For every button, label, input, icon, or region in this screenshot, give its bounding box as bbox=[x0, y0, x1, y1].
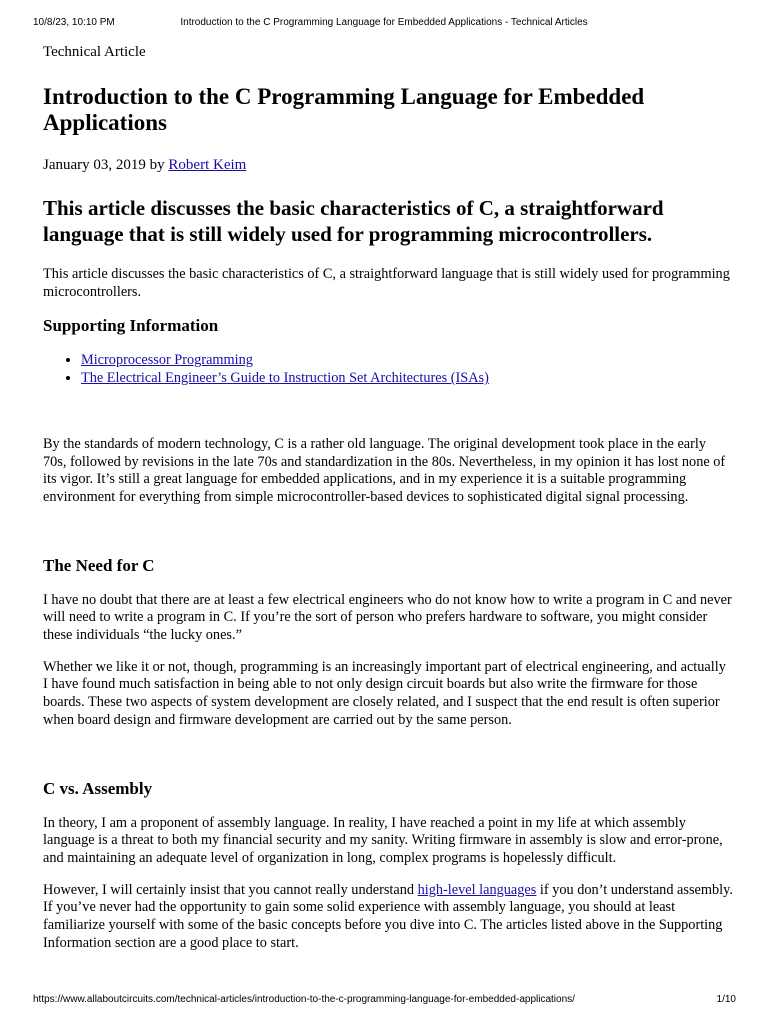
author-link[interactable]: Robert Keim bbox=[168, 157, 247, 173]
list-item bbox=[81, 352, 733, 370]
intro-paragraph: By the standards of modern technology, C is a rather old language. The original development took place in the early 70s, followed by revisions in the late 70s and standardization in the 80s. Nevertheless, in my opinion it has lost none of its vigor. It’s still a great language for embedded applications, and in my experience it is a suitable programming environment for everything from simple microcontroller-based devices to sophisticated digital signal processing. bbox=[43, 435, 726, 505]
print-page-title: Introduction to the C Programming Language for Embedded Applications - Technical Articles bbox=[180, 17, 588, 28]
page-number: 1/10 bbox=[716, 994, 736, 1005]
print-footer bbox=[0, 994, 768, 1012]
link-microprocessor-programming[interactable]: Microprocessor Programming bbox=[81, 352, 253, 369]
need-paragraph-2: Whether we like it or not, though, programming is an increasingly important part of electrical engineering, and actually I have found much satisfaction in being able to not only design circuit boards but also write the firmware for those boards. These two aspects of system development are closely related, and I suspect that the end result is often superior when board design and firmware development are carried out by the same person. bbox=[43, 658, 726, 728]
article-title: Introduction to the C Programming Language for Embedded Applications bbox=[43, 84, 645, 135]
assembly-text-before: However, I will certainly insist that you cannot really understand bbox=[43, 881, 418, 898]
assembly-paragraph-2 bbox=[43, 882, 733, 953]
article-subtitle: This article discusses the basic characteristics of C, a straightforward language that is still widely used for programming microcontrollers. bbox=[43, 196, 664, 246]
need-for-c-heading: The Need for C bbox=[43, 555, 155, 575]
article-body bbox=[43, 43, 733, 966]
assembly-text-after: if you don’t understand assembly. If you’ve never had the opportunity to gain some solid experience with assembly language, you should at least familiarize yourself with some of the basic concepts before you dive into C. The articles listed above in the Supporting Information section are a good place to start. bbox=[43, 881, 733, 951]
assembly-paragraph-1: In theory, I am a proponent of assembly language. In reality, I have reached a point in my life at which assembly language is a threat to both my financial security and my sanity. Writing firmware in assembly is slow and error-prone, and maintaining an adequate level of organization in long, complex programs is hopelessly difficult. bbox=[43, 814, 723, 866]
publish-date: January 03, 2019 by bbox=[43, 157, 169, 173]
list-item bbox=[81, 370, 733, 388]
print-datetime: 10/8/23, 10:10 PM bbox=[33, 17, 115, 28]
high-level-languages-link[interactable]: high-level languages bbox=[417, 881, 537, 898]
print-header bbox=[0, 17, 768, 35]
link-isa-guide[interactable]: The Electrical Engineer’s Guide to Instruction Set Architectures (ISAs) bbox=[81, 370, 489, 387]
supporting-links-list bbox=[43, 352, 733, 387]
need-paragraph-1: I have no doubt that there are at least a few electrical engineers who do not know how to write a program in C and never will need to write a program in C. If you’re the sort of person who prefers hardware to software, you might consider these individuals “the lucky ones.” bbox=[43, 591, 732, 644]
print-url: https://www.allaboutcircuits.com/technical-articles/introduction-to-the-c-programming-language-for-embedded-applications/ bbox=[33, 994, 575, 1005]
c-vs-assembly-heading: C vs. Assembly bbox=[43, 778, 153, 798]
summary-paragraph: This article discusses the basic characteristics of C, a straightforward language that is still widely used for programming microcontrollers. bbox=[43, 266, 730, 300]
supporting-info-heading: Supporting Information bbox=[43, 316, 219, 336]
article-kicker: Technical Article bbox=[43, 44, 146, 60]
byline bbox=[43, 156, 733, 175]
